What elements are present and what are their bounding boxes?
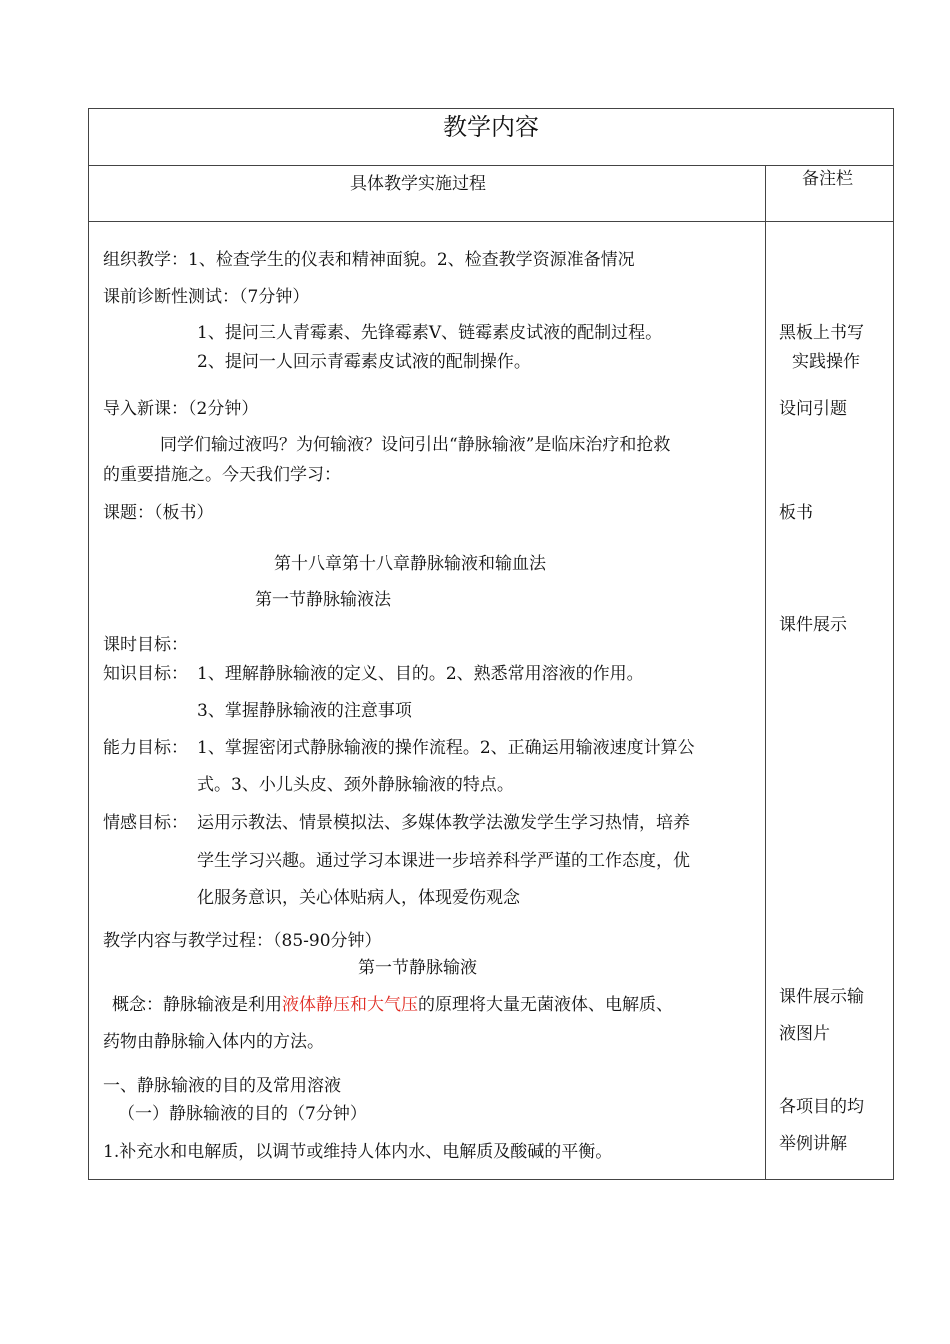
intro-line-2: 的重要措施之。今天我们学习： bbox=[103, 465, 341, 485]
note-examples-1: 各项目的均 bbox=[779, 1097, 864, 1117]
table-divider bbox=[89, 221, 893, 222]
emotion-objective-2: 学生学习兴趣。通过学习本课进一步培养科学严谨的工作态度，优 bbox=[197, 851, 690, 871]
note-practice: 实践操作 bbox=[792, 352, 860, 372]
emotion-objective-1: 运用示教法、情景模拟法、多媒体教学法激发学生学习热情，培养 bbox=[197, 813, 690, 833]
table-divider bbox=[89, 165, 893, 166]
note-question-intro: 设问引题 bbox=[779, 399, 847, 419]
part-1-heading: 一、静脉输液的目的及常用溶液 bbox=[103, 1076, 341, 1096]
column-divider bbox=[765, 165, 766, 1179]
concept-line-2: 药物由静脉输入体内的方法。 bbox=[103, 1032, 324, 1052]
emotion-label: 情感目标： bbox=[103, 813, 188, 833]
pretest-question-2: 2、提问一人回示青霉素皮试液的配制操作。 bbox=[197, 352, 531, 372]
concept-text-continued: 的原理将大量无菌液体、电解质、 bbox=[418, 995, 673, 1015]
note-courseware-images-2: 液图片 bbox=[779, 1024, 830, 1044]
concept-text: 概念：静脉输液是利用 bbox=[112, 995, 282, 1015]
topic-label: 课题：（板书） bbox=[103, 503, 214, 523]
note-blackboard: 黑板上书写 bbox=[779, 323, 864, 343]
ability-objective-2: 式。3、小儿头皮、颈外静脉输液的特点。 bbox=[197, 775, 514, 795]
ability-label: 能力目标： bbox=[103, 738, 188, 758]
note-courseware-images-1: 课件展示输 bbox=[779, 987, 864, 1007]
pretest-label: 课前诊断性测试：（7分钟） bbox=[103, 287, 310, 307]
objectives-label: 课时目标： bbox=[103, 635, 188, 655]
knowledge-label: 知识目标： bbox=[103, 664, 188, 684]
knowledge-objective-2: 3、掌握静脉输液的注意事项 bbox=[197, 701, 412, 721]
process-label: 教学内容与教学过程：（85-90分钟） bbox=[103, 931, 382, 951]
concept-highlight: 液体静压和大气压 bbox=[282, 995, 418, 1015]
org-teaching: 组织教学：1、检查学生的仪表和精神面貌。2、检查教学资源准备情况 bbox=[103, 250, 635, 270]
notes-heading: 备注栏 bbox=[802, 169, 853, 189]
emotion-objective-3: 化服务意识，关心体贴病人，体现爱伤观念 bbox=[197, 888, 520, 908]
chapter-title: 第十八章第十八章静脉输液和输血法 bbox=[274, 554, 546, 574]
intro-line-1: 同学们输过液吗？为何输液？设问引出“静脉输液”是临床治疗和抢救 bbox=[160, 435, 671, 455]
section-title: 第一节静脉输液法 bbox=[255, 590, 391, 610]
knowledge-objective-1: 1、理解静脉输液的定义、目的。2、熟悉常用溶液的作用。 bbox=[197, 664, 644, 684]
note-board-writing: 板书 bbox=[779, 503, 813, 523]
intro-label: 导入新课：（2分钟） bbox=[103, 399, 259, 419]
pretest-question-1: 1、提问三人青霉素、先锋霉素Ⅴ、链霉素皮试液的配制过程。 bbox=[197, 323, 663, 343]
page-title: 教学内容 bbox=[443, 113, 539, 141]
concept-line-1 bbox=[112, 994, 673, 1016]
process-heading: 具体教学实施过程 bbox=[350, 174, 486, 194]
note-courseware: 课件展示 bbox=[779, 615, 847, 635]
section-1-title: 第一节静脉输液 bbox=[358, 958, 477, 978]
ability-objective-1: 1、掌握密闭式静脉输液的操作流程。2、正确运用输液速度计算公 bbox=[197, 738, 695, 758]
part-1-subheading: （一）静脉输液的目的（7分钟） bbox=[118, 1104, 367, 1124]
purpose-item-1: 1.补充水和电解质，以调节或维持人体内水、电解质及酸碱的平衡。 bbox=[103, 1142, 613, 1162]
note-examples-2: 举例讲解 bbox=[779, 1134, 847, 1154]
